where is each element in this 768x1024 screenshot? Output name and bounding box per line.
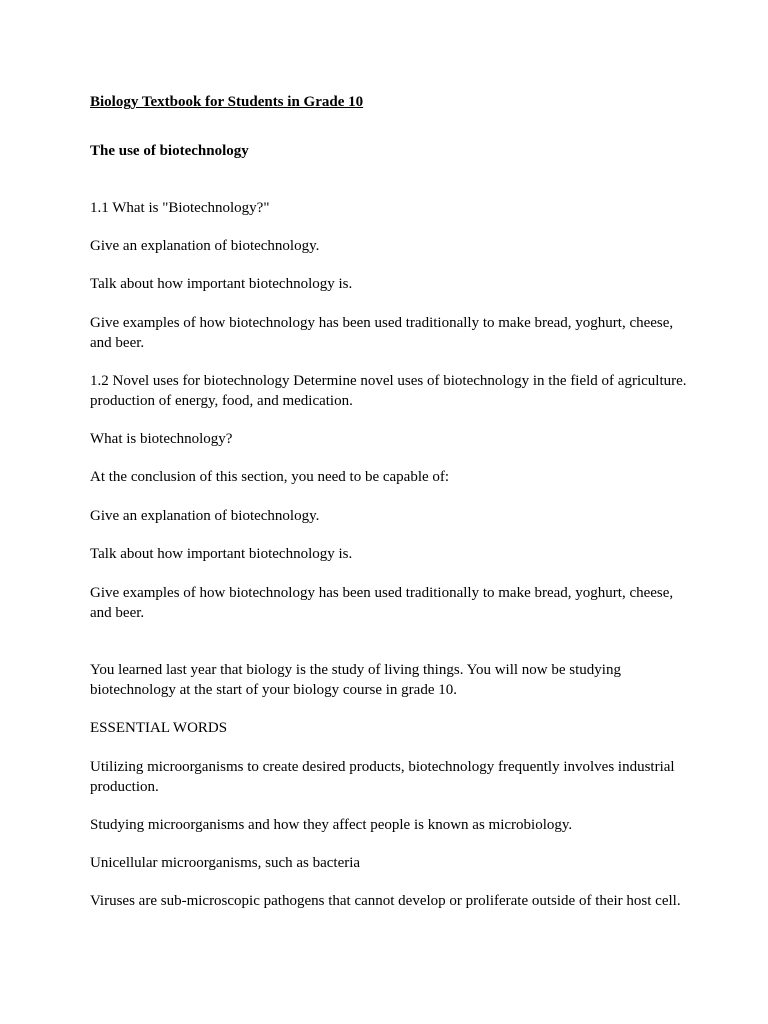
- paragraph: Talk about how important biotechnology is.: [90, 546, 353, 562]
- document-title: Biology Textbook for Students in Grade 10: [90, 94, 364, 110]
- paragraph: Give examples of how biotechnology has been used traditionally to make bread, yoghurt, cheese, and beer.: [90, 585, 674, 621]
- paragraph: What is biotechnology?: [90, 431, 233, 447]
- paragraph: Give an explanation of biotechnology.: [90, 508, 320, 524]
- paragraph: Viruses are sub-microscopic pathogens that cannot develop or proliferate outside of their host cell.: [90, 893, 681, 909]
- paragraph: At the conclusion of this section, you need to be capable of:: [90, 469, 450, 485]
- paragraph: Unicellular microorganisms, such as bacteria: [90, 855, 361, 871]
- paragraph: Give an explanation of biotechnology.: [90, 238, 320, 254]
- paragraph: Utilizing microorganisms to create desired products, biotechnology frequently involves industrial production.: [90, 759, 675, 795]
- section-heading: The use of biotechnology: [90, 143, 249, 159]
- paragraph: You learned last year that biology is the study of living things. You will now be studying biotechnology at the start of your biology course in grade 10.: [90, 662, 621, 698]
- paragraph: 1.2 Novel uses for biotechnology Determine novel uses of biotechnology in the field of agriculture. production of energy, food, and medication.: [90, 373, 687, 409]
- paragraph: 1.1 What is "Biotechnology?": [90, 200, 270, 216]
- paragraph: ESSENTIAL WORDS: [90, 720, 228, 736]
- paragraph: Give examples of how biotechnology has been used traditionally to make bread, yoghurt, cheese, and beer.: [90, 315, 674, 351]
- paragraph: Studying microorganisms and how they affect people is known as microbiology.: [90, 817, 573, 833]
- paragraph: Talk about how important biotechnology is.: [90, 276, 353, 292]
